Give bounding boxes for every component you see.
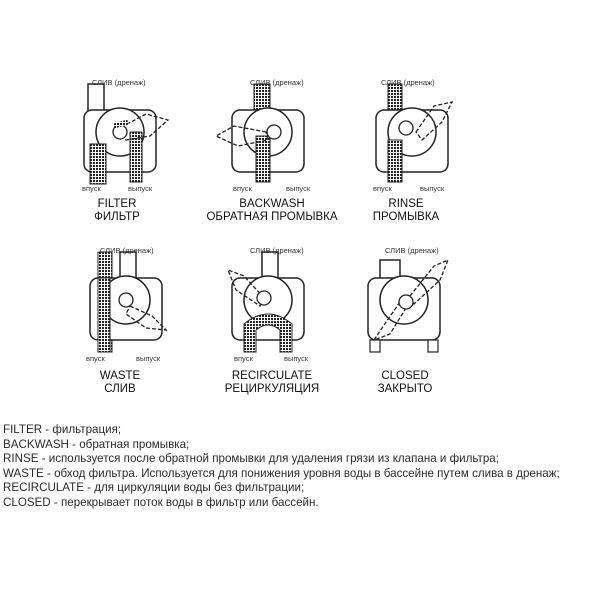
legend-waste: WASTE - обход фильтра. Используется для понижения уровня воды в бассейне путем слива в дренаж; <box>3 466 560 480</box>
outlet-label-recirculate: выпуск <box>284 354 309 363</box>
caption-en-waste: WASTE <box>99 370 141 382</box>
outlet-label-waste: выпуск <box>136 354 161 363</box>
caption-ru-filter: ФИЛЬТР <box>94 211 140 223</box>
drain-label-rinse: СЛИВ (дренаж) <box>381 78 435 87</box>
legend-backwash: BACKWASH - обратная промывка; <box>3 437 190 451</box>
legend-filter: FILTER - фильтрация; <box>3 423 122 436</box>
legend-rinse: RINSE - используется после обратной промывки для удаления грязи из клапана и фильтра; <box>3 452 499 466</box>
caption-ru-rinse: ПРОМЫВКА <box>372 211 440 223</box>
caption-ru-recirculate: РЕЦИРКУЛЯЦИЯ <box>224 383 320 395</box>
drain-label-waste: СЛИВ (дренаж) <box>100 246 154 255</box>
diagram-waste <box>90 252 166 352</box>
drain-label-closed: СЛИВ (дренаж) <box>385 246 439 255</box>
inlet-label-rinse: впуск <box>373 184 392 193</box>
inlet-label-recirculate: впуск <box>234 354 253 363</box>
drain-label-recirculate: СЛИВ (дренаж) <box>250 246 304 255</box>
diagram-rinse <box>376 84 452 182</box>
inlet-label-filter: впуск <box>82 184 101 193</box>
outlet-label-backwash: выпуск <box>286 184 311 193</box>
caption-en-backwash: BACKWASH <box>239 198 305 210</box>
caption-ru-backwash: ОБРАТНАЯ ПРОМЫВКА <box>206 211 338 223</box>
legend-recirculate: RECIRCULATE - для циркуляции воды без фильтрации; <box>3 481 305 495</box>
caption-en-closed: CLOSED <box>381 370 429 382</box>
legend <box>3 423 599 511</box>
caption-en-filter: FILTER <box>97 198 137 210</box>
caption-en-recirculate: RECIRCULATE <box>231 370 313 382</box>
diagram-recirculate <box>228 252 304 352</box>
inlet-label-backwash: впуск <box>233 184 252 193</box>
legend-closed: CLOSED - перекрывает поток воды в фильтр или бассейн. <box>3 495 319 509</box>
caption-ru-waste: СЛИВ <box>104 383 136 395</box>
caption-ru-closed: ЗАКРЫТО <box>377 383 433 395</box>
drain-label-filter: СЛИВ (дренаж) <box>92 78 146 87</box>
caption-en-rinse: RINSE <box>388 198 424 210</box>
diagram-closed <box>368 260 448 352</box>
diagram-filter <box>84 84 168 184</box>
inlet-label-waste: впуск <box>86 354 105 363</box>
outlet-label-rinse: выпуск <box>420 184 445 193</box>
outlet-label-filter: выпуск <box>128 184 153 193</box>
drain-label-backwash: СЛИВ (дренаж) <box>250 78 304 87</box>
diagram-backwash <box>216 84 304 182</box>
